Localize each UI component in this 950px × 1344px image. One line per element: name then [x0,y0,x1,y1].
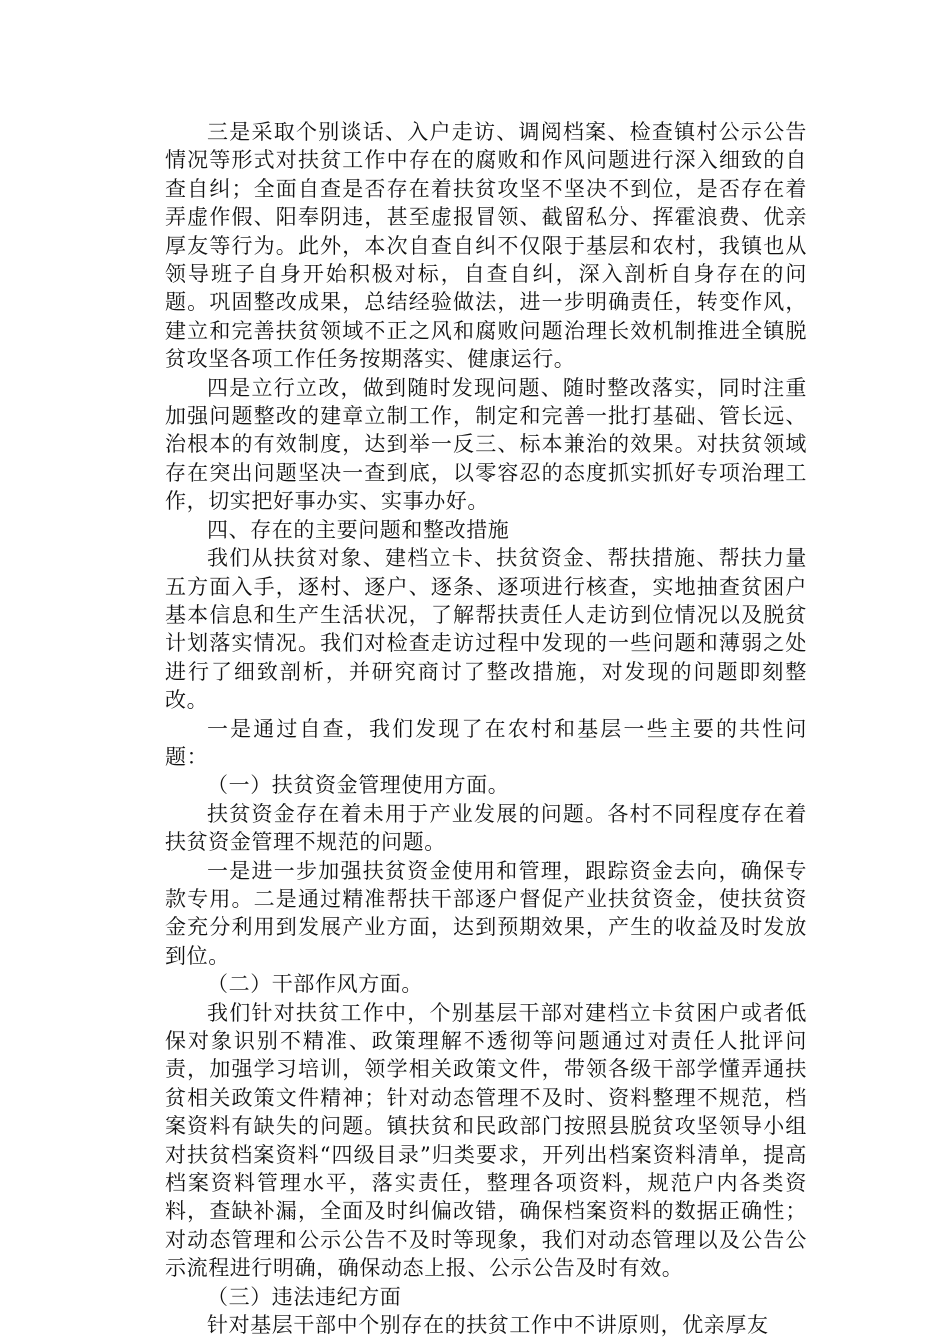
subheading-funds-management: （一）扶贫资金管理使用方面。 [207,773,510,798]
subheading-violations: （三）违法违纪方面 [207,1284,402,1309]
paragraph-violations: 针对基层干部中个别存在的扶贫工作中不讲原则，优亲厚友 [207,1313,769,1338]
paragraph-self-inspection: 三是采取个别谈话、入户走访、调阅档案、检查镇村公示公告情况等形式对扶贫工作中存在的腐败和作风问题进行深入细致的自查自纠；全面自查是否存在着扶贫攻坚不坚决不到位，是否存在着弄虚作假、阳奉阴违，甚至虚报冒领、截留私分、挥霍浪费、优亲厚友等行为。此外，本次自查自纠不仅限于基层和农村，我镇也从领导班子自身开始积极对标，自查自纠，深入剖析自身存在的问题。巩固整改成果，总结经验做法，进一步明确责任，转变作风，建立和完善扶贫领域不正之风和腐败问题治理长效机制推进全镇脱贫攻坚各项工作任务按期落实、健康运行。 [165,120,807,372]
section-heading-problems-and-measures: 四、存在的主要问题和整改措施 [207,517,510,542]
paragraph-funds-problem: 扶贫资金存在着未用于产业发展的问题。各村不同程度存在着扶贫资金管理不规范的问题。 [165,801,807,855]
paragraph-verification: 我们从扶贫对象、建档立卡、扶贫资金、帮扶措施、帮扶力量五方面入手，逐村、逐户、逐条、逐项进行核查，实地抽查贫困户基本信息和生产生活状况，了解帮扶责任人走访到位情况以及脱贫计划落实情况。我们对检查走访过程中发现的一些问题和薄弱之处进行了细致剖析，并研究商讨了整改措施，对发现的问题即刻整改。 [165,546,807,713]
paragraph-funds-measures: 一是进一步加强扶贫资金使用和管理，跟踪资金去向，确保专款专用。二是通过精准帮扶干部逐户督促产业扶贫资金，使扶贫资金充分利用到发展产业方面，达到预期效果，产生的收益及时发放到位。 [165,858,807,968]
paragraph-cadre-conduct: 我们针对扶贫工作中，个别基层干部对建档立卡贫困户或者低保对象识别不精准、政策理解不透彻等问题通过对责任人批评问责，加强学习培训，领学相关政策文件，带领各级干部学懂弄通扶贫相关政策文件精神；针对动态管理不及时、资料整理不规范，档案资料有缺失的问题。镇扶贫和民政部门按照县脱贫攻坚领导小组对扶贫档案资料“四级目录”归类要求，开列出档案资料清单，提高档案资料管理水平，落实责任，整理各项资料，规范户内各类资料，查缺补漏，全面及时纠偏改错，确保档案资料的数据正确性；对动态管理和公示公告不及时等现象，我们对动态管理以及公告公示流程进行明确，确保动态上报、公示公告及时有效。 [165,1000,807,1281]
document-body [165,118,807,1339]
subheading-cadre-conduct: （二）干部作风方面。 [207,972,423,997]
paragraph-common-problems: 一是通过自查，我们发现了在农村和基层一些主要的共性问题： [165,716,807,769]
paragraph-rectification: 四是立行立改，做到随时发现问题、随时整改落实，同时注重加强问题整改的建章立制工作，制定和完善一批打基础、管长远、治根本的有效制度，达到举一反三、标本兼治的效果。对扶贫领域存在突出问题坚决一查到底，以零容忍的态度抓实抓好专项治理工作，切实把好事办实、实事办好。 [165,375,807,514]
